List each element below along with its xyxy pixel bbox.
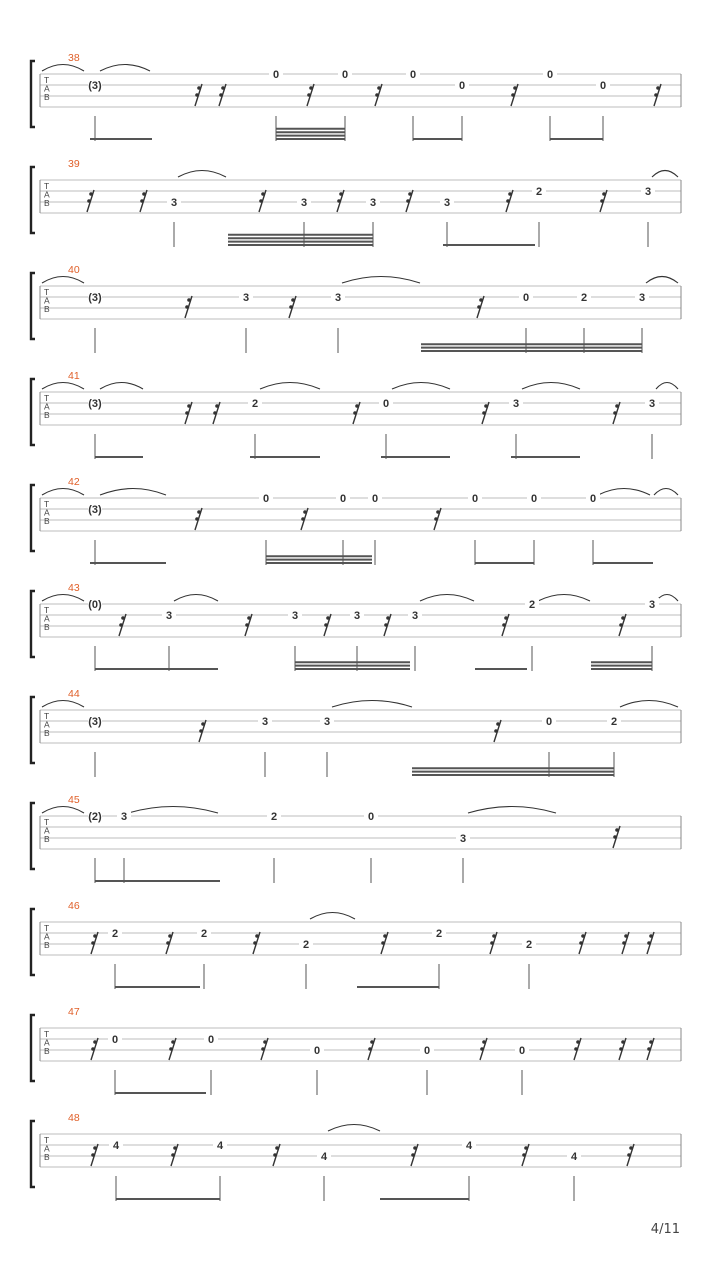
rest-dot	[263, 1040, 267, 1044]
tab-system	[31, 476, 681, 565]
tie-arc	[652, 171, 678, 178]
tie-arc	[656, 383, 678, 390]
tab-clef-letter: B	[44, 92, 50, 102]
fret-number: 0	[589, 493, 597, 505]
tab-clef-letter: T	[44, 923, 50, 933]
fret-number: 2	[525, 939, 533, 951]
fret-number: 0	[530, 493, 538, 505]
rest-dot	[406, 199, 410, 203]
tie-arc	[42, 807, 84, 814]
rest-dot	[436, 510, 440, 514]
fret-number: 3	[648, 599, 656, 611]
tie-arc	[100, 383, 143, 390]
tab-clef-letter: T	[44, 605, 50, 615]
rest-dot	[215, 404, 219, 408]
fret-number: 4	[465, 1140, 473, 1152]
tab-clef-letter: T	[44, 75, 50, 85]
fret-number: 0	[522, 292, 530, 304]
fret-number: 4	[216, 1140, 224, 1152]
fret-number: 3	[443, 197, 451, 209]
rest-dot	[119, 623, 123, 627]
fret-number: 2	[302, 939, 310, 951]
system-bracket	[31, 697, 35, 763]
tab-clef-letter: T	[44, 817, 50, 827]
fret-number: 3	[638, 292, 646, 304]
system-bracket	[31, 485, 35, 551]
rest-dot	[649, 934, 653, 938]
rest-dot	[381, 941, 385, 945]
tab-clef-letter: A	[44, 1037, 50, 1048]
rest-dot	[140, 199, 144, 203]
rest-dot	[508, 192, 512, 196]
rest-dot	[504, 616, 508, 620]
fret-number: 0	[262, 493, 270, 505]
fret-number: 3	[334, 292, 342, 304]
rest-dot	[275, 1146, 279, 1150]
rest-dot	[602, 192, 606, 196]
rest-dot	[615, 404, 619, 408]
tab-clef-letter: T	[44, 499, 50, 509]
tab-clef-letter: B	[44, 940, 50, 950]
rest-dot	[195, 93, 199, 97]
rest-dot	[173, 1146, 177, 1150]
rest-dot	[142, 192, 146, 196]
tab-system	[31, 52, 681, 141]
tab-system	[31, 900, 681, 989]
tab-clef-letter: A	[44, 931, 50, 942]
rest-dot	[613, 411, 617, 415]
tie-arc	[42, 383, 84, 390]
rest-dot	[261, 192, 265, 196]
rest-dot	[307, 93, 311, 97]
rest-dot	[309, 86, 313, 90]
rest-dot	[621, 616, 625, 620]
tab-clef-letter: B	[44, 198, 50, 208]
rest-dot	[479, 298, 483, 302]
fret-number: 0	[409, 69, 417, 81]
tie-arc	[420, 595, 474, 602]
tab-system	[31, 794, 681, 883]
fret-number: 2	[535, 186, 543, 198]
tab-clef-letter: B	[44, 834, 50, 844]
tab-clef-letter: B	[44, 410, 50, 420]
tie-arc	[42, 595, 84, 602]
tab-system	[31, 582, 681, 671]
rest-dot	[91, 941, 95, 945]
system-bracket	[31, 61, 35, 127]
tab-clef-letter: A	[44, 401, 50, 412]
system-bracket	[31, 803, 35, 869]
rest-dot	[339, 192, 343, 196]
rest-dot	[370, 1040, 374, 1044]
rest-dot	[506, 199, 510, 203]
system-bracket	[31, 909, 35, 975]
tab-system	[31, 264, 681, 353]
rest-dot	[600, 199, 604, 203]
measure-number: 47	[68, 1006, 80, 1018]
rest-dot	[619, 1047, 623, 1051]
rest-dot	[621, 1040, 625, 1044]
fret-number: 0	[341, 69, 349, 81]
rest-dot	[121, 616, 125, 620]
rest-dot	[408, 192, 412, 196]
fret-number: 0	[367, 811, 375, 823]
fret-number: 3	[323, 716, 331, 728]
fret-number: 3	[261, 716, 269, 728]
rest-dot	[434, 517, 438, 521]
rest-dot	[524, 1146, 528, 1150]
tab-clef-letter: B	[44, 1046, 50, 1056]
rest-dot	[496, 722, 500, 726]
rest-dot	[484, 404, 488, 408]
fret-number: 2	[111, 928, 119, 940]
rest-dot	[513, 86, 517, 90]
tab-clef-letter: B	[44, 304, 50, 314]
rest-dot	[255, 934, 259, 938]
rest-dot	[619, 623, 623, 627]
tie-arc	[538, 595, 590, 602]
fret-number: (3)	[88, 716, 102, 728]
rest-dot	[219, 93, 223, 97]
measure-number: 40	[68, 264, 80, 276]
fret-number: 2	[435, 928, 443, 940]
rest-dot	[91, 1047, 95, 1051]
rest-dot	[627, 1153, 631, 1157]
tie-arc	[100, 489, 166, 496]
measure-number: 46	[68, 900, 80, 912]
rest-dot	[377, 86, 381, 90]
tab-clef-letter: A	[44, 507, 50, 518]
rest-dot	[647, 941, 651, 945]
fret-number: 0	[339, 493, 347, 505]
fret-number: 3	[369, 197, 377, 209]
rest-dot	[185, 305, 189, 309]
tab-clef-letter: A	[44, 719, 50, 730]
tie-arc	[392, 383, 450, 390]
rest-dot	[273, 1153, 277, 1157]
rest-dot	[482, 1040, 486, 1044]
measure-number: 48	[68, 1112, 80, 1124]
tab-clef-letter: T	[44, 1029, 50, 1039]
rest-dot	[480, 1047, 484, 1051]
tab-system	[31, 688, 681, 777]
fret-number: 4	[320, 1151, 328, 1163]
rest-dot	[383, 934, 387, 938]
fret-number: (3)	[88, 398, 102, 410]
rest-dot	[247, 616, 251, 620]
tab-clef-letter: T	[44, 711, 50, 721]
tab-system	[31, 1006, 681, 1095]
tab-clef-letter: B	[44, 1152, 50, 1162]
rest-dot	[195, 517, 199, 521]
tab-clef-letter: A	[44, 83, 50, 94]
fret-number: 0	[272, 69, 280, 81]
tie-arc	[128, 807, 218, 814]
measure-number: 44	[68, 688, 80, 700]
fret-number: 0	[599, 80, 607, 92]
rest-dot	[647, 1047, 651, 1051]
rest-dot	[482, 411, 486, 415]
fret-number: (3)	[88, 504, 102, 516]
rest-dot	[337, 199, 341, 203]
fret-number: (2)	[88, 811, 102, 823]
rest-dot	[368, 1047, 372, 1051]
fret-number: (3)	[88, 80, 102, 92]
system-bracket	[31, 1015, 35, 1081]
fret-number: 3	[648, 398, 656, 410]
fret-number: 0	[545, 716, 553, 728]
fret-number: 4	[570, 1151, 578, 1163]
rest-dot	[259, 199, 263, 203]
fret-number: 3	[291, 610, 299, 622]
fret-number: 3	[512, 398, 520, 410]
rest-dot	[201, 722, 205, 726]
rest-dot	[221, 86, 225, 90]
tie-arc	[174, 595, 218, 602]
rest-dot	[413, 1146, 417, 1150]
rest-dot	[477, 305, 481, 309]
tab-clef-letter: B	[44, 728, 50, 738]
tab-clef-letter: A	[44, 189, 50, 200]
rest-dot	[301, 517, 305, 521]
rest-dot	[289, 305, 293, 309]
system-bracket	[31, 591, 35, 657]
fret-number: 0	[111, 1034, 119, 1046]
tie-arc	[620, 701, 678, 708]
rest-dot	[91, 1153, 95, 1157]
rest-dot	[169, 1047, 173, 1051]
tab-system	[31, 370, 681, 459]
fret-number: 3	[120, 811, 128, 823]
tie-arc	[654, 489, 678, 496]
fret-number: 3	[644, 186, 652, 198]
rest-dot	[615, 828, 619, 832]
fret-number: 0	[371, 493, 379, 505]
tie-arc	[42, 65, 84, 72]
rest-dot	[171, 1040, 175, 1044]
rest-dot	[87, 199, 91, 203]
rest-dot	[411, 1153, 415, 1157]
tab-clef-letter: B	[44, 622, 50, 632]
tie-arc	[522, 383, 580, 390]
rest-dot	[253, 941, 257, 945]
tab-clef-letter: T	[44, 393, 50, 403]
fret-number: 0	[313, 1045, 321, 1057]
rest-dot	[185, 411, 189, 415]
rest-dot	[375, 93, 379, 97]
rest-dot	[166, 941, 170, 945]
tab-clef-letter: A	[44, 1143, 50, 1154]
rest-dot	[326, 616, 330, 620]
rest-dot	[291, 298, 295, 302]
fret-number: 2	[610, 716, 618, 728]
fret-number: (0)	[88, 599, 102, 611]
tab-clef-letter: T	[44, 287, 50, 297]
fret-number: 0	[207, 1034, 215, 1046]
tie-arc	[310, 913, 355, 920]
rest-dot	[197, 510, 201, 514]
rest-dot	[261, 1047, 265, 1051]
system-bracket	[31, 379, 35, 445]
page-number: 4/11	[650, 1222, 680, 1237]
fret-number: 2	[251, 398, 259, 410]
fret-number: 3	[459, 833, 467, 845]
tie-arc	[342, 277, 420, 284]
rest-dot	[649, 1040, 653, 1044]
fret-number: 2	[580, 292, 588, 304]
rest-dot	[93, 934, 97, 938]
rest-dot	[576, 1040, 580, 1044]
rest-dot	[574, 1047, 578, 1051]
fret-number: 2	[200, 928, 208, 940]
system-bracket	[31, 167, 35, 233]
rest-dot	[511, 93, 515, 97]
rest-dot	[522, 1153, 526, 1157]
fret-number: 2	[270, 811, 278, 823]
rest-dot	[384, 623, 388, 627]
tie-arc	[260, 383, 320, 390]
fret-number: 2	[528, 599, 536, 611]
fret-number: 3	[411, 610, 419, 622]
tab-system	[31, 1112, 681, 1201]
tie-arc	[42, 489, 84, 496]
tab-clef-letter: A	[44, 825, 50, 836]
fret-number: 3	[300, 197, 308, 209]
fret-number: 0	[546, 69, 554, 81]
tab-clef-letter: T	[44, 181, 50, 191]
rest-dot	[353, 411, 357, 415]
rest-dot	[622, 941, 626, 945]
system-bracket	[31, 273, 35, 339]
tie-arc	[646, 277, 678, 284]
rest-dot	[624, 934, 628, 938]
rest-dot	[93, 1040, 97, 1044]
tie-arc	[468, 807, 556, 814]
tie-arc	[178, 171, 226, 178]
tab-clef-letter: A	[44, 295, 50, 306]
rest-dot	[187, 298, 191, 302]
rest-dot	[213, 411, 217, 415]
rest-dot	[324, 623, 328, 627]
measure-number: 39	[68, 158, 80, 170]
fret-number: 3	[170, 197, 178, 209]
fret-number: (3)	[88, 292, 102, 304]
rest-dot	[199, 729, 203, 733]
rest-dot	[656, 86, 660, 90]
tab-clef-letter: T	[44, 1135, 50, 1145]
rest-dot	[613, 835, 617, 839]
fret-number: 4	[112, 1140, 120, 1152]
rest-dot	[581, 934, 585, 938]
rest-dot	[187, 404, 191, 408]
measure-number: 41	[68, 370, 80, 382]
tab-clef-letter: A	[44, 613, 50, 624]
measure-number: 42	[68, 476, 80, 488]
rest-dot	[355, 404, 359, 408]
rest-dot	[629, 1146, 633, 1150]
fret-number: 3	[165, 610, 173, 622]
measure-number: 38	[68, 52, 80, 64]
system-bracket	[31, 1121, 35, 1187]
rest-dot	[502, 623, 506, 627]
fret-number: 0	[458, 80, 466, 92]
measure-number: 45	[68, 794, 80, 806]
tie-arc	[656, 595, 678, 602]
rest-dot	[654, 93, 658, 97]
tab-clef-letter: B	[44, 516, 50, 526]
rest-dot	[490, 941, 494, 945]
tie-arc	[100, 65, 150, 72]
fret-number: 0	[471, 493, 479, 505]
rest-dot	[168, 934, 172, 938]
fret-number: 3	[242, 292, 250, 304]
rest-dot	[386, 616, 390, 620]
rest-dot	[171, 1153, 175, 1157]
fret-number: 3	[353, 610, 361, 622]
tie-arc	[328, 1125, 380, 1132]
rest-dot	[492, 934, 496, 938]
tie-arc	[42, 277, 84, 284]
fret-number: 0	[423, 1045, 431, 1057]
fret-number: 0	[518, 1045, 526, 1057]
rest-dot	[303, 510, 307, 514]
rest-dot	[494, 729, 498, 733]
rest-dot	[245, 623, 249, 627]
fret-number: 0	[382, 398, 390, 410]
tie-arc	[332, 701, 412, 708]
rest-dot	[93, 1146, 97, 1150]
rest-dot	[89, 192, 93, 196]
tab-system	[31, 158, 681, 247]
rest-dot	[197, 86, 201, 90]
measure-number: 43	[68, 582, 80, 594]
tie-arc	[42, 701, 84, 708]
tie-arc	[598, 489, 650, 496]
rest-dot	[579, 941, 583, 945]
